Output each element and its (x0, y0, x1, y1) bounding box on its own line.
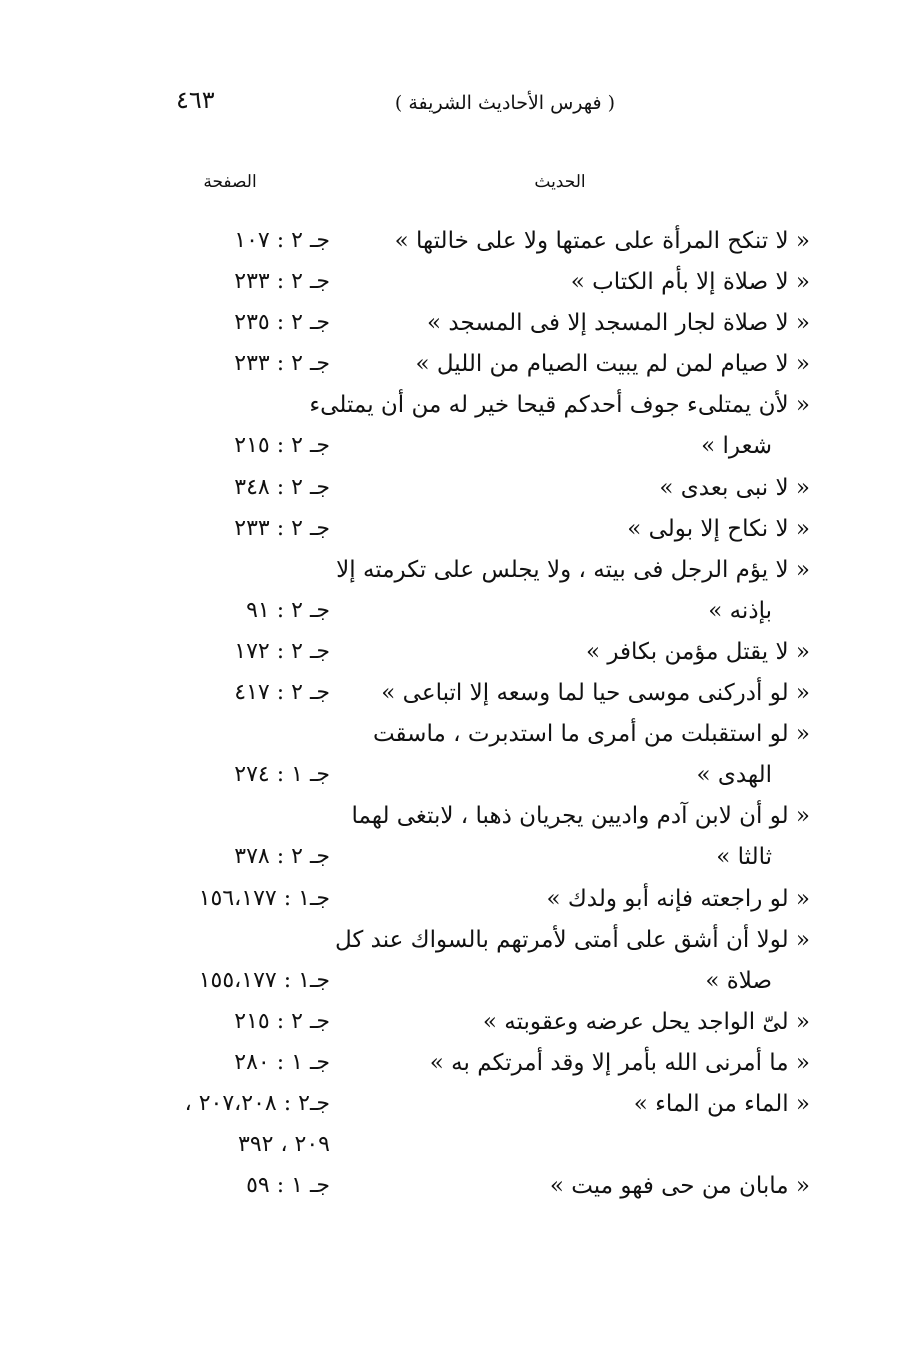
page-reference: جـ ١ : ٥٩ (246, 1173, 330, 1199)
index-line (0, 633, 922, 674)
index-line (0, 263, 922, 304)
page-reference: جـ٢ : ٢٠٧،٢٠٨ ، (184, 1090, 330, 1116)
index-line (0, 880, 922, 921)
hadith-text: « لا يؤم الرجل فى بيته ، ولا يجلس على تكرمته إلا (336, 556, 810, 583)
page-reference: جـ ٢ : ٢٣٣ (234, 351, 330, 377)
page-reference: جـ ٢ : ٤١٧ (234, 680, 330, 706)
hadith-text-continuation: ثالثا » (716, 844, 772, 871)
page-reference: ٢٠٩ ، ٣٩٢ (238, 1132, 330, 1158)
hadith-text-continuation: بإذنه » (708, 597, 772, 624)
page-number: ٤٦٣ (176, 86, 215, 114)
page-reference: جـ ٢ : ١٠٧ (234, 228, 330, 253)
page-reference: جـ ٢ : ٩١ (246, 597, 330, 623)
hadith-text: « لو راجعته فإنه أبو ولدك » (546, 885, 810, 912)
running-title: ( فهرس الأحاديث الشريفة ) (394, 92, 616, 114)
page-reference: جـ ٢ : ٢٣٣ (234, 269, 330, 295)
index-line (0, 1003, 922, 1044)
index-line (0, 469, 922, 510)
index-line (0, 1167, 922, 1208)
index-line (0, 304, 922, 345)
page-reference: جـ ٢ : ١٧٢ (234, 638, 330, 664)
page-reference: جـ ٢ : ٣٤٨ (234, 474, 330, 500)
page-reference: جـ ١ : ٢٨٠ (234, 1049, 330, 1075)
hadith-text: « لو أن لابن آدم واديين يجريان ذهبا ، لابتغى لهما (351, 803, 810, 830)
page-reference: جـ ٢ : ٢١٥ (234, 1008, 330, 1034)
page-reference: جـ ٢ : ٢٣٥ (234, 310, 330, 336)
hadith-text: « لو أدركنى موسى حيا لما وسعه إلا اتباعى » (381, 680, 810, 707)
index-line (0, 1085, 922, 1126)
page-reference: جـ ١ : ٢٧٤ (234, 762, 330, 788)
hadith-text: « لا صلاة لجار المسجد إلا فى المسجد » (427, 310, 810, 337)
hadith-text-continuation: الهدى » (696, 762, 772, 789)
index-line-continuation (0, 427, 922, 468)
column-header-page: الصفحة (203, 172, 257, 192)
index-line (0, 386, 922, 427)
hadith-text: « الماء من الماء » (633, 1090, 810, 1117)
hadith-text: « لأن يمتلىء جوف أحدكم قيحا خير له من أن يمتلىء (309, 392, 810, 419)
hadith-text: « ما أمرنى الله بأمر إلا وقد أمرتكم به » (429, 1049, 810, 1076)
hadith-text: « لا تنكح المرأة على عمتها ولا على خالتها » (394, 228, 810, 254)
index-line (0, 222, 922, 263)
hadith-text: « لولا أن أشق على أمتى لأمرتهم بالسواك عند كل (334, 926, 810, 953)
hadith-text: « لا نبى بعدى » (659, 474, 810, 501)
hadith-index-list (0, 222, 922, 1208)
hadith-text: « لو استقبلت من أمرى ما استدبرت ، ماسقت (372, 721, 810, 748)
index-line-continuation (0, 962, 922, 1003)
page-reference: جـ ٢ : ٢١٥ (234, 433, 330, 459)
page-reference: جـ ٢ : ٣٧٨ (234, 844, 330, 870)
index-line (0, 1044, 922, 1085)
index-line-continuation (0, 592, 922, 633)
page-header (0, 86, 922, 126)
index-line-continuation (0, 838, 922, 879)
hadith-text: « مابان من حى فهو ميت » (549, 1173, 810, 1200)
hadith-text-continuation: صلاة » (705, 967, 772, 994)
hadith-text: « لا يقتل مؤمن بكافر » (585, 638, 810, 665)
column-header-hadith: الحديث (534, 172, 586, 192)
hadith-text: « لا نكاح إلا بولى » (627, 515, 810, 542)
index-line (0, 345, 922, 386)
hadith-text: « لىّ الواجد يحل عرضه وعقوبته » (482, 1008, 810, 1035)
index-line (0, 551, 922, 592)
index-line (0, 674, 922, 715)
index-line-continuation (0, 756, 922, 797)
page-reference: جـ ٢ : ٢٣٣ (234, 515, 330, 541)
page-reference: جـ١ : ١٥٥،١٧٧ (198, 967, 330, 993)
index-line (0, 921, 922, 962)
index-line (0, 510, 922, 551)
column-headers (0, 172, 922, 202)
index-line (0, 797, 922, 838)
hadith-text: « لا صلاة إلا بأم الكتاب » (570, 269, 810, 296)
page-reference: جـ١ : ١٥٦،١٧٧ (198, 885, 330, 911)
hadith-text: « لا صيام لمن لم يبيت الصيام من الليل » (415, 351, 810, 378)
index-line-continuation (0, 1126, 922, 1167)
hadith-text-continuation: شعرا » (701, 433, 772, 460)
index-line (0, 715, 922, 756)
